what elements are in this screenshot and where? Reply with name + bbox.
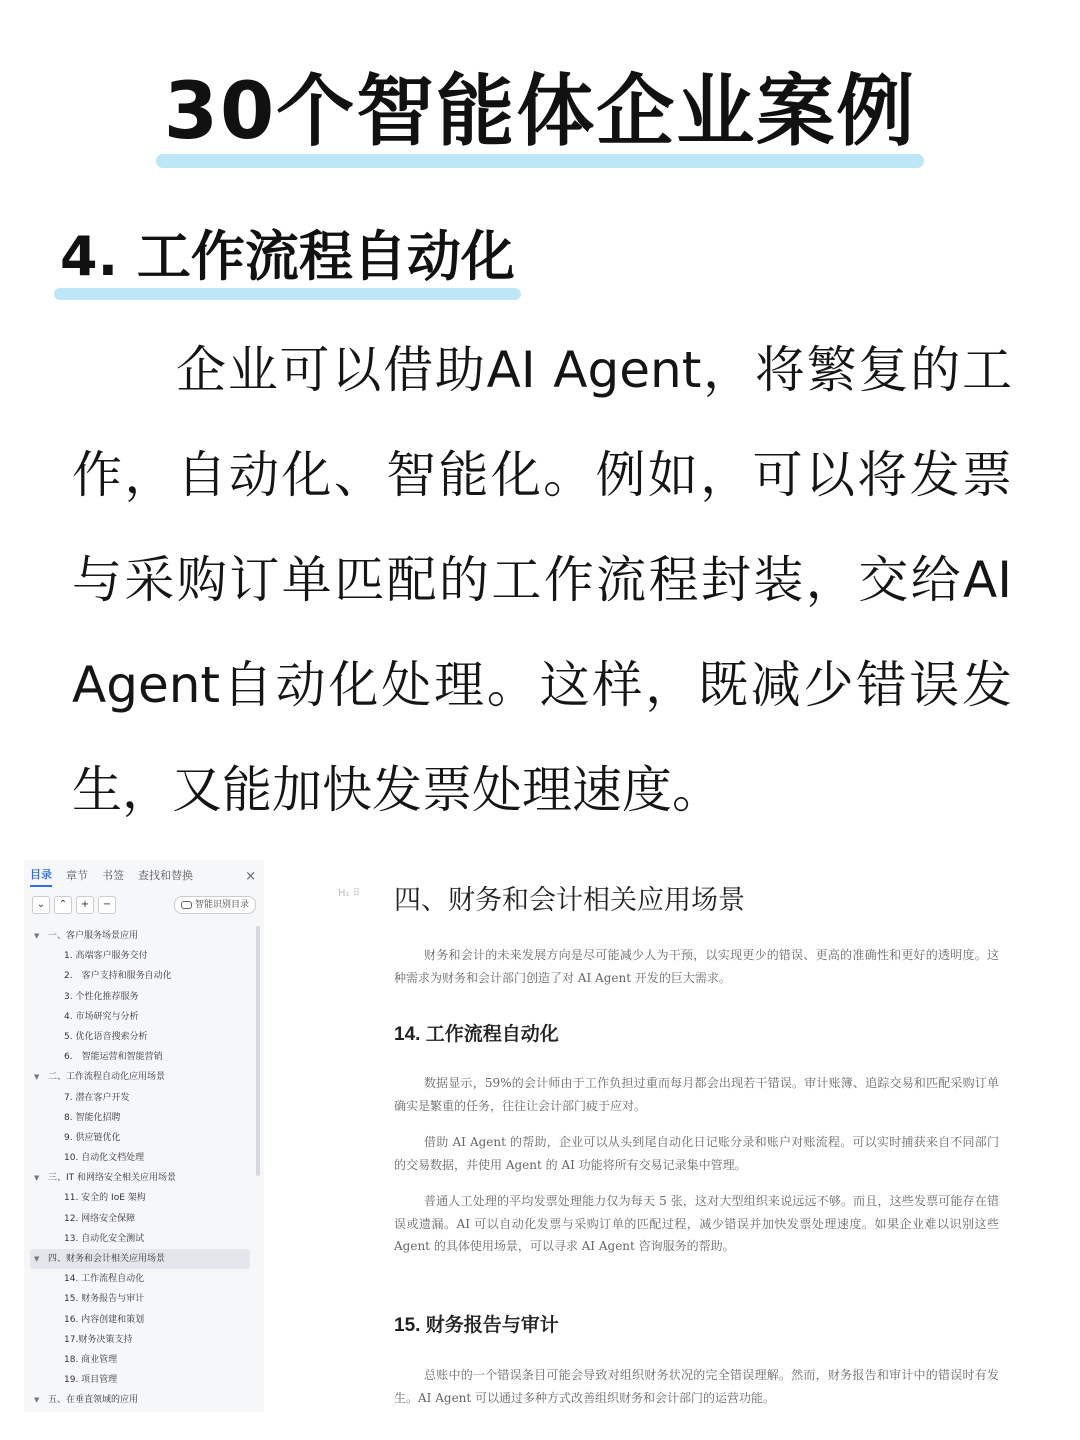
toc-item-label: 一、客户服务场景应用 <box>48 931 139 941</box>
toc-item[interactable]: 14. 工作流程自动化 <box>64 1274 145 1285</box>
toc-item[interactable]: 4. 市场研究与分析 <box>64 1011 139 1022</box>
doc-paragraph: 数据显示，59%的会计师由于工作负担过重而每月都会出现若干错误。审计账簿、追踪交易和匹配采购订单确实是繁重的任务，往往让会计部门疲于应对。 <box>394 1076 999 1113</box>
minus-icon[interactable]: − <box>98 896 116 914</box>
toc-item-label: 五、在垂直领域的应用 <box>48 1395 139 1406</box>
caret-down-icon[interactable]: ▼ <box>34 1255 40 1263</box>
section-subtitle: 4. 工作流程自动化 <box>60 222 515 292</box>
toc-item[interactable]: 18. 商业管理 <box>64 1354 118 1365</box>
document-page <box>264 860 1034 1412</box>
toc-item[interactable] <box>30 1390 250 1410</box>
navigation-sidebar <box>24 860 265 1412</box>
doc-paragraph: 财务和会计的未来发展方向是尽可能减少人为干预，以实现更少的错误、更高的准确性和更好的透明度。这种需求为财务和会计部门创造了对 AI Agent 开发的巨大需求。 <box>394 948 999 985</box>
caret-down-icon[interactable]: ▼ <box>34 1396 40 1405</box>
doc-heading-1: 四、财务和会计相关应用场景 <box>394 885 745 916</box>
toc-item[interactable]: 13. 自动化安全测试 <box>64 1233 145 1244</box>
smart-toc-button[interactable] <box>174 896 256 914</box>
intro-paragraph: 企业可以借助AI Agent，将繁复的工作，自动化、智能化。例如，可以将发票与采购订单匹配的工作流程封装，交给AI Agent自动化处理。这样，既减少错误发生，又能加快发票处理速度。 <box>72 341 1012 819</box>
tab-find-replace[interactable]: 查找和替换 <box>138 868 193 882</box>
doc-paragraph: 总账中的一个错误条目可能会导致对组织财务状况的完全错误理解。然而，财务报告和审计中的错误时有发生。AI Agent 可以通过多种方式改善组织财务和会计部门的运营功能。 <box>394 1368 999 1405</box>
caret-down-icon[interactable]: ▼ <box>34 932 40 940</box>
toc-item[interactable]: 1. 高端客户服务交付 <box>64 951 148 962</box>
toc-item[interactable]: 7. 潜在客户开发 <box>64 1092 130 1103</box>
tab-bookmarks[interactable]: 书签 <box>102 868 124 882</box>
smart-icon <box>181 901 192 909</box>
toc-item-label: 四、财务和会计相关应用场景 <box>48 1254 166 1264</box>
sidebar-scrollbar[interactable] <box>256 926 260 1176</box>
close-icon[interactable]: × <box>245 868 256 884</box>
toc-item-label: 二、工作流程自动化应用场景 <box>48 1072 166 1083</box>
toc-list <box>30 926 250 1411</box>
doc-heading-2: 14. 工作流程自动化 <box>394 1024 559 1045</box>
caret-down-icon[interactable]: ▼ <box>34 1174 40 1183</box>
doc-heading-2: 15. 财务报告与审计 <box>394 1315 559 1336</box>
toc-item[interactable] <box>30 1067 250 1087</box>
toc-item[interactable]: 15. 财务报告与审计 <box>64 1294 145 1305</box>
toc-item[interactable]: 19. 项目管理 <box>64 1375 118 1386</box>
toc-item[interactable] <box>30 926 250 946</box>
doc-paragraph: 借助 AI Agent 的帮助，企业可以从头到尾自动化日记账分录和账户对账流程。可以实时捕获来自不同部门的交易数据，并使用 Agent 的 AI 功能将所有交易记录集中管理。 <box>394 1135 999 1172</box>
title-wrap <box>0 62 1080 162</box>
toc-item[interactable]: 3. 个性化推荐服务 <box>64 991 139 1002</box>
document-app-screenshot <box>24 860 1034 1412</box>
doc-paragraph: 普通人工处理的平均发票处理能力仅为每天 5 张，这对大型组织来说远远不够。而且，这些发票可能存在错误或遗漏。AI 可以自动化发票与采购订单的匹配过程，减少错误并加快发票处理速度。如果企业难以识别这些 Agent 的具体使用场景，可以寻求 AI Agent 咨询服务的帮助。 <box>394 1194 999 1253</box>
toc-item[interactable]: 6. 智能运营和智能营销 <box>64 1052 163 1063</box>
toc-item[interactable]: 16. 内容创建和策划 <box>64 1314 145 1325</box>
toc-item[interactable] <box>30 1168 250 1188</box>
heading-drag-handle-icon[interactable]: H₁ ⠿ <box>338 888 361 899</box>
plus-icon[interactable]: + <box>76 896 94 914</box>
toc-item[interactable]: 5. 优化语音搜索分析 <box>64 1031 148 1042</box>
chevron-up-icon[interactable]: ⌃ <box>54 896 72 914</box>
caret-down-icon[interactable]: ▼ <box>34 1073 40 1082</box>
toc-item[interactable]: 9. 供应链优化 <box>64 1132 121 1143</box>
toc-item[interactable]: 11. 安全的 IoE 架构 <box>64 1193 146 1204</box>
smart-toc-label: 智能识别目录 <box>194 900 249 910</box>
toc-item[interactable]: 12. 网络安全保障 <box>64 1213 136 1224</box>
sidebar-tabs <box>30 864 256 888</box>
toc-item[interactable]: 8. 智能化招聘 <box>64 1112 121 1123</box>
toc-item-selected[interactable] <box>30 1249 250 1269</box>
toc-item[interactable]: 17.财务决策支持 <box>64 1334 133 1345</box>
toc-toolbar <box>32 894 256 916</box>
tab-chapters[interactable]: 章节 <box>66 868 88 882</box>
chevron-down-icon[interactable]: ⌄ <box>32 896 50 914</box>
toc-item[interactable]: 10. 自动化文档处理 <box>64 1153 145 1164</box>
toc-item[interactable]: 2. 客户支持和服务自动化 <box>64 971 172 982</box>
page-title: 30个智能体企业案例 <box>164 62 917 162</box>
toc-item-label: 三、IT 和网络安全相关应用场景 <box>48 1173 177 1184</box>
tab-toc[interactable]: 目录 <box>30 866 52 887</box>
